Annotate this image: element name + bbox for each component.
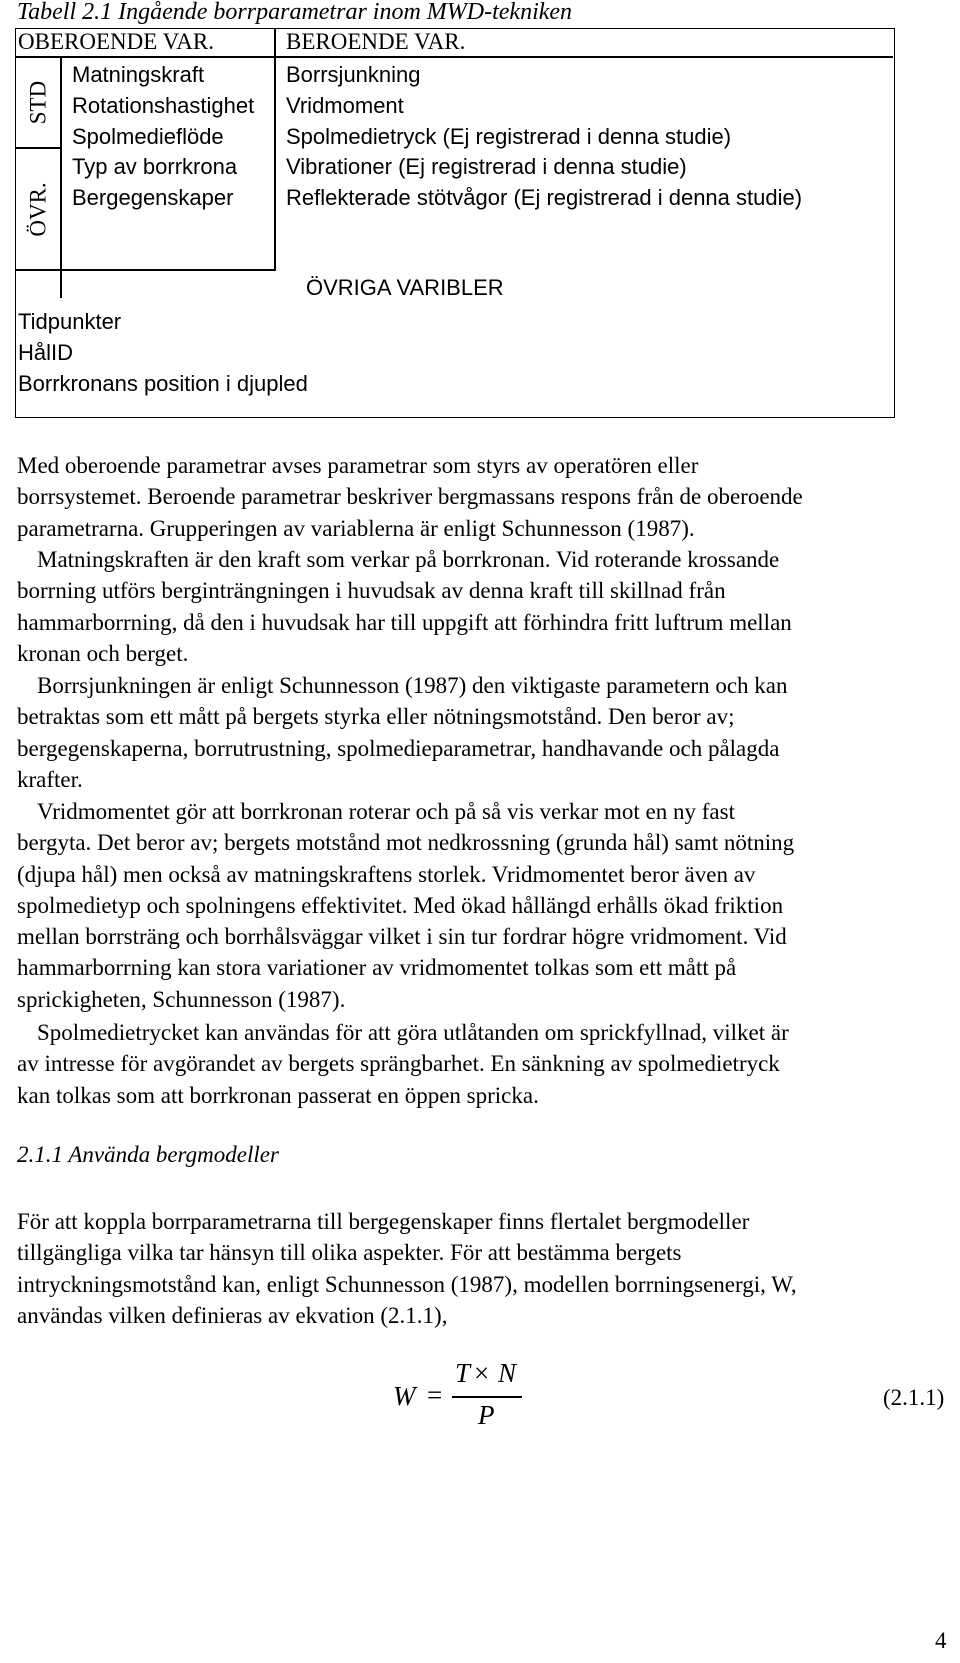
table-divider-other <box>16 269 276 271</box>
text-line: bergegenskaperna, borrutrustning, spolmedieparametrar, handhavande och pålagda <box>17 735 780 761</box>
row-label-std: STD <box>25 80 51 125</box>
table-divider-vertical-middle <box>274 29 276 270</box>
ovr-dependent-item: Vibrationer (Ej registrerad i denna studie) <box>286 154 687 179</box>
table-caption: Tabell 2.1 Ingående borrparametrar inom MWD-tekniken <box>17 0 573 25</box>
text-line: borrning utförs berginträngningen i huvudsak av denna kraft till skillnad från <box>17 578 726 604</box>
text-line: intryckningsmotstånd kan, enligt Schunnesson (1987), modellen borrningsenergi, W, <box>17 1271 797 1297</box>
std-dependent-item: Vridmoment <box>286 93 404 118</box>
text-line: Matningskraften är den kraft som verkar på borrkronan. Vid roterande krossande <box>37 547 780 572</box>
table-divider-std <box>16 147 61 149</box>
other-variables-title: ÖVRIGA VARIBLER <box>306 275 504 300</box>
text-line: av intresse för avgörandet av bergets sprängbarhet. En sänkning av spolmedietryck <box>17 1051 780 1077</box>
table-divider-vertical-left <box>60 57 62 298</box>
equation-times: × <box>474 1358 490 1388</box>
text-line: (djupa hål) men också av matningskraftens storlek. Vridmomentet beror även av <box>17 861 756 887</box>
text-line: spolmedietyp och spolningens effektivitet. Med ökad hållängd erhålls ökad friktion <box>17 892 784 918</box>
text-line: bergyta. Det beror av; bergets motstånd mot nedkrossning (grunda hål) samt nötning <box>17 830 795 856</box>
text-line: hammarborrning, då den i huvudsak har till uppgift att förhindra fritt luftrum mellan <box>17 609 792 635</box>
paragraph-penetration-rate <box>17 670 897 795</box>
ovr-independent-item: Typ av borrkrona <box>72 154 238 179</box>
paragraph-rock-models <box>17 1206 897 1331</box>
text-line: betraktas som ett mått på bergets styrka eller nötningsmotstånd. Den beror av; <box>17 704 735 730</box>
text-line: Borrsjunkningen är enligt Schunnesson (1987) den viktigaste parametern och kan <box>37 673 788 698</box>
text-line: tillgängliga vilka tar hänsyn till olika aspekter. För att bestämma bergets <box>17 1240 682 1266</box>
text-line: borrsystemet. Beroende parametrar beskriver bergmassans respons från de oberoende <box>17 484 803 510</box>
other-variable-item: Tidpunkter <box>18 309 122 334</box>
std-independent-item: Rotationshastighet <box>72 93 255 118</box>
ovr-dependent-list <box>286 151 802 213</box>
text-line: För att koppla borrparametrarna till bergegenskaper finns flertalet bergmodeller <box>17 1209 750 1234</box>
text-line: mellan borrsträng och borrhålsväggar vilket i sin tur fordrar högre vridmoment. Vid <box>17 924 787 950</box>
equation-fraction-bar <box>452 1396 522 1398</box>
paragraph-flushing-pressure <box>17 1017 897 1111</box>
parameter-table <box>15 28 895 418</box>
row-label-ovr: ÖVR. <box>25 182 51 237</box>
std-independent-list <box>72 59 254 152</box>
header-independent: OBEROENDE VAR. <box>18 29 214 54</box>
other-variable-item: Borrkronans position i djupled <box>18 371 308 396</box>
text-line: sprickigheten, Schunnesson (1987). <box>17 986 346 1012</box>
equation-number: (2.1.1) <box>883 1385 945 1410</box>
text-line: Spolmedietrycket kan användas för att göra utlåtanden om sprickfyllnad, vilket är <box>37 1020 789 1045</box>
std-dependent-list <box>286 59 731 152</box>
std-dependent-item: Borrsjunkning <box>286 62 421 87</box>
text-line: parametrarna. Grupperingen av variablerna är enligt Schunnesson (1987). <box>17 515 695 541</box>
text-line: Vridmomentet gör att borrkronan roterar och på så vis verkar mot en ny fast <box>37 799 735 824</box>
equation-numerator-n: N <box>498 1358 517 1388</box>
text-line: kan tolkas som att borrkronan passerat en öppen spricka. <box>17 1082 539 1108</box>
std-independent-item: Matningskraft <box>72 62 205 87</box>
header-dependent: BEROENDE VAR. <box>286 29 466 54</box>
equation-equals: = <box>427 1380 443 1410</box>
ovr-independent-list <box>72 151 237 213</box>
text-line: krafter. <box>17 766 83 792</box>
std-dependent-item: Spolmedietryck (Ej registrerad i denna studie) <box>286 124 732 149</box>
ovr-independent-item: Bergegenskaper <box>72 185 234 210</box>
text-line: Med oberoende parametrar avses parametrar som styrs av operatören eller <box>17 453 699 478</box>
ovr-dependent-item: Reflekterade stötvågor (Ej registrerad i denna studie) <box>286 185 803 210</box>
text-line: användas vilken definieras av ekvation (2.1.1), <box>17 1302 448 1328</box>
equation-denominator: P <box>478 1400 495 1430</box>
paragraph-variables <box>17 450 897 544</box>
std-independent-item: Spolmedieflöde <box>72 124 224 149</box>
other-variables-list <box>18 306 308 399</box>
paragraph-torque <box>17 796 897 1015</box>
equation-lhs: W <box>393 1381 416 1411</box>
text-line: kronan och berget. <box>17 640 189 666</box>
other-variable-item: HålID <box>18 340 74 365</box>
paragraph-feed-force <box>17 544 897 669</box>
section-heading: 2.1.1 Använda bergmodeller <box>17 1142 279 1167</box>
text-line: hammarborrning kan stora variationer av vridmomentet tolkas som ett mått på <box>17 955 737 981</box>
equation-numerator-t: T <box>455 1358 471 1388</box>
page-number: 4 <box>935 1628 947 1653</box>
